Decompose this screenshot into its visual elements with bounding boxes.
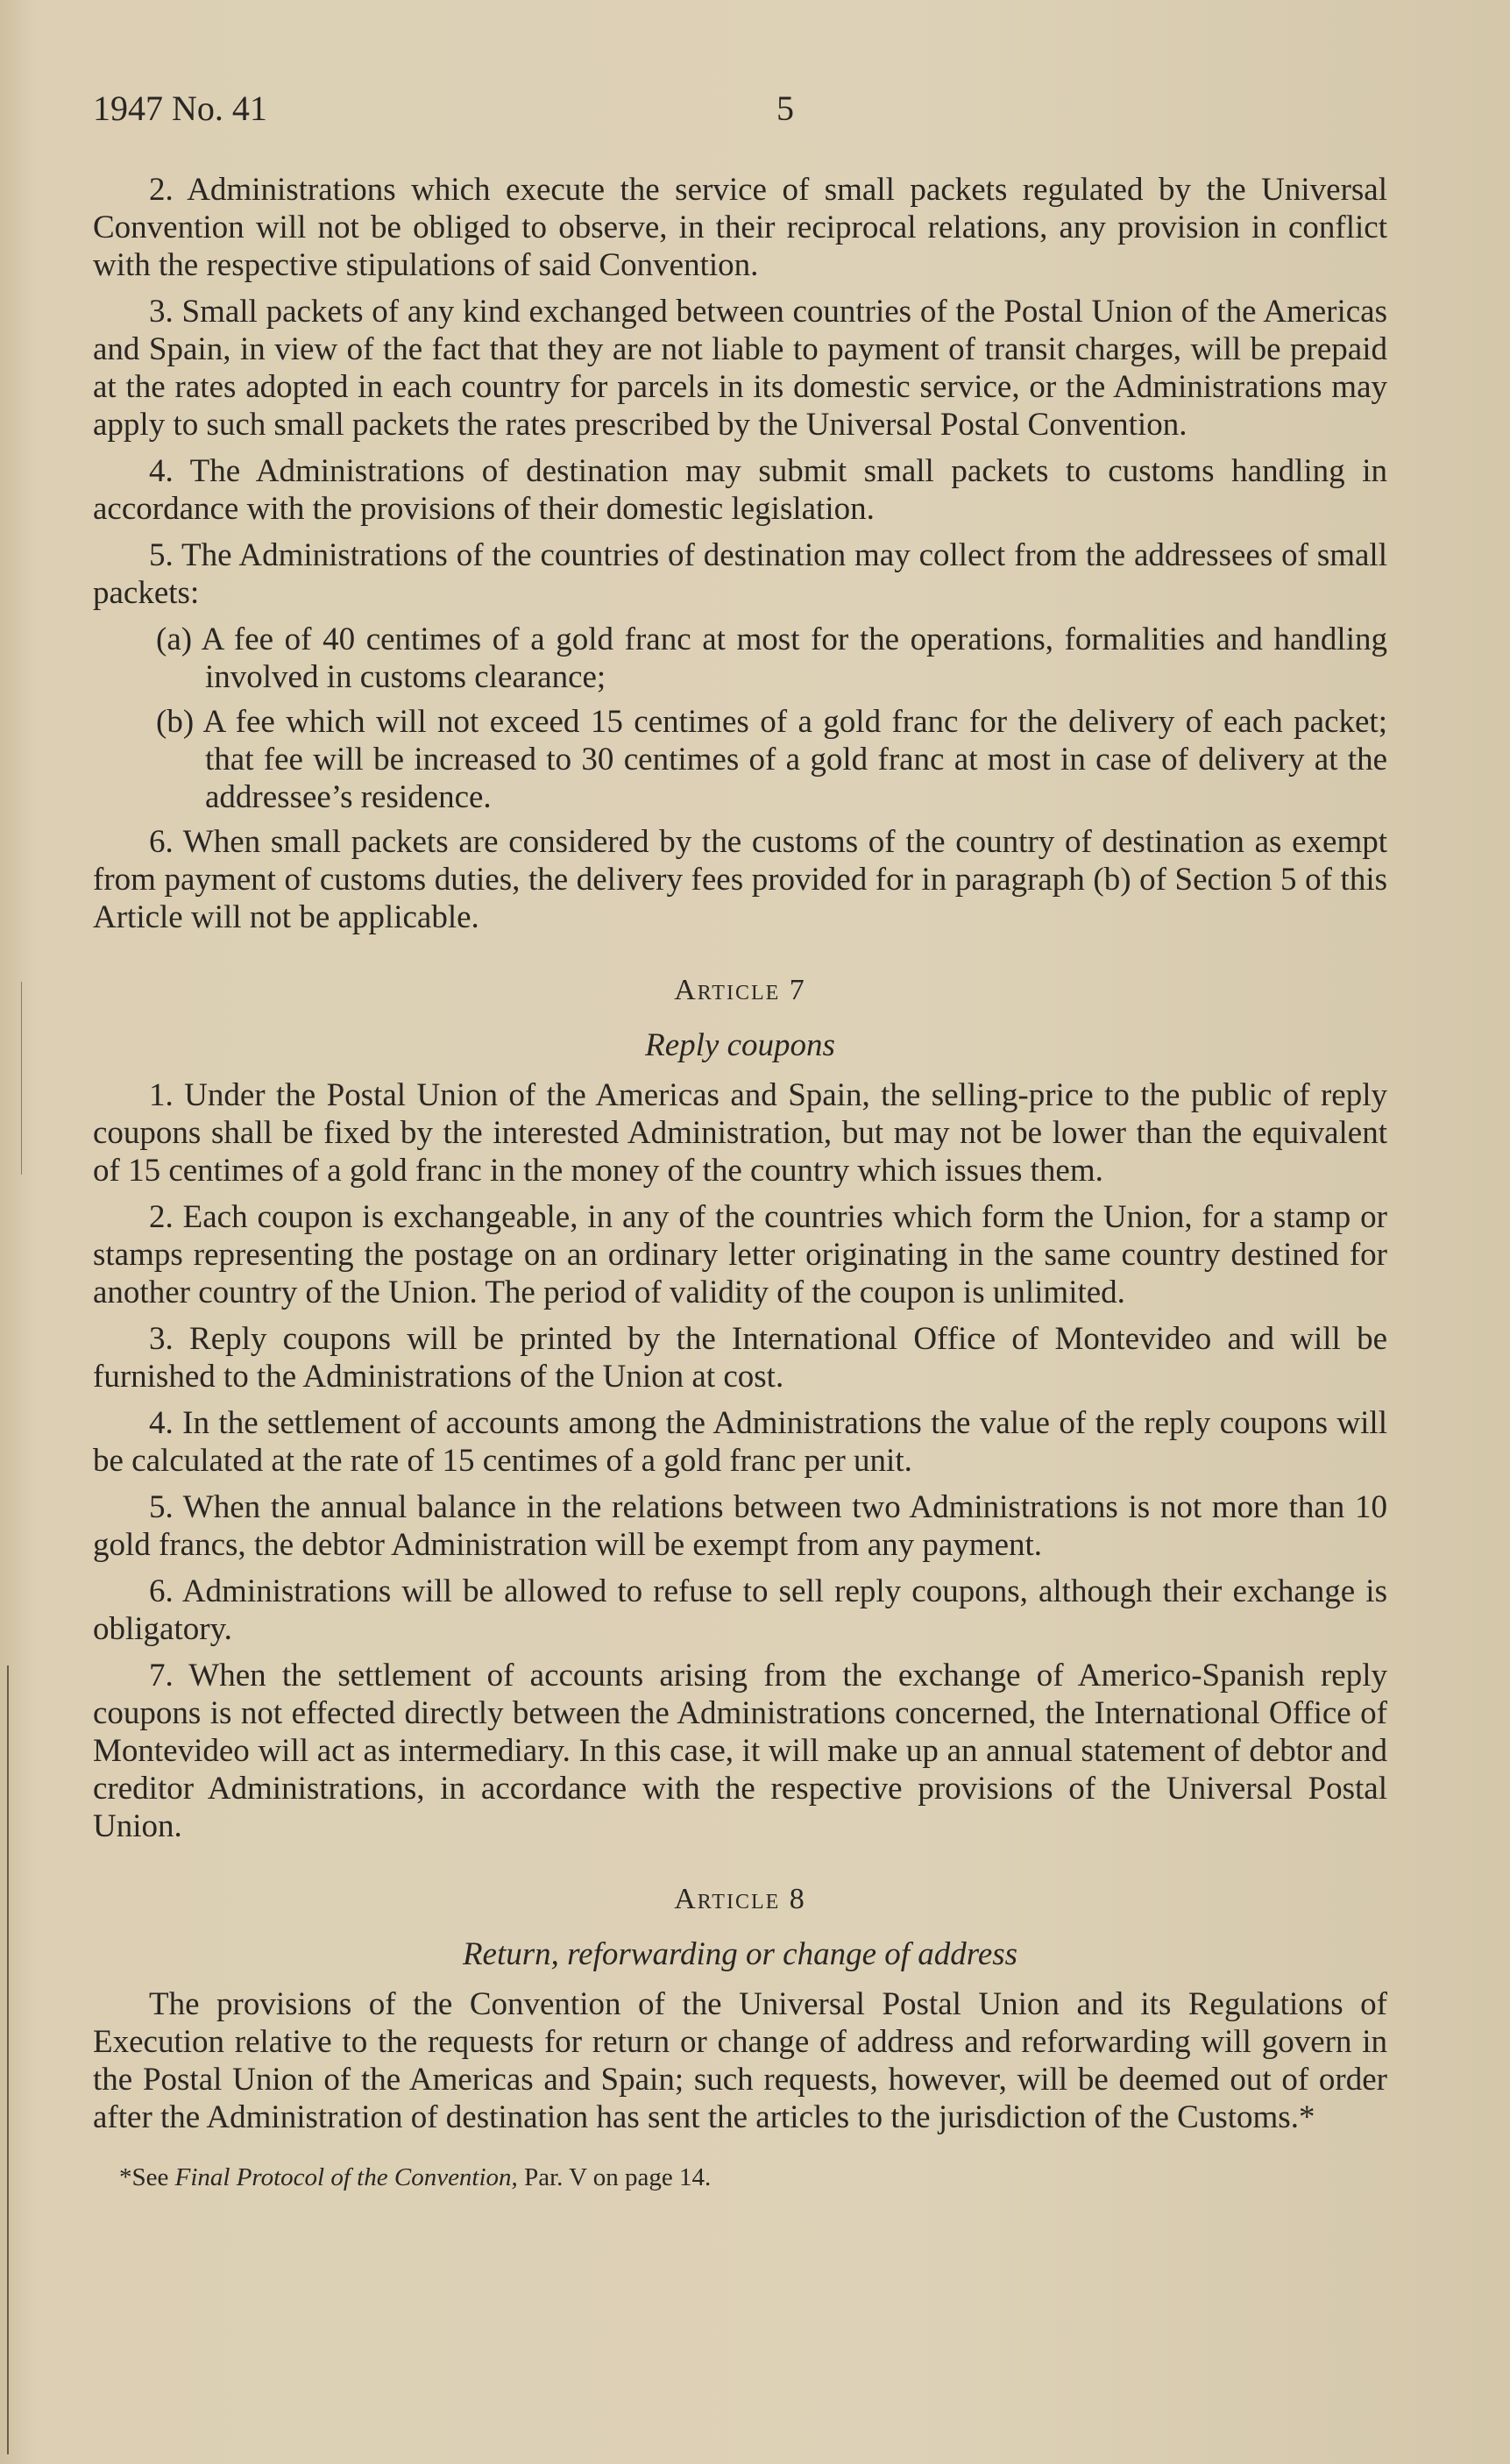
paragraph: 2. Each coupon is exchangeable, in any of the countries which form the Union, for a stamp or stamps representing the postage on an ordinary letter originating in the same country destined for another country of the Union. The period of validity of the coupon is unlimited. (93, 1199, 1387, 1310)
sub-item-a: (a) A fee of 40 centimes of a gold franc at most for the operations, formalities and handling involved in customs clearance; (156, 621, 1387, 695)
body-text (93, 171, 1387, 2197)
footnote-reference: Final Protocol of the Convention, (174, 2163, 518, 2191)
document-reference: 1947 No. 41 (93, 89, 267, 128)
paragraph: 4. The Administrations of destination may submit small packets to customs handling in accordance with the provisions of their domestic legislation. (93, 453, 1387, 527)
sub-item-b: (b) A fee which will not exceed 15 centimes of a gold franc for the delivery of each packet; that fee will be increased to 30 centimes of a gold franc at most in case of delivery at the addressee’s residence. (156, 704, 1387, 815)
footnote-prefix: *See (119, 2163, 175, 2191)
paragraph: 1. Under the Postal Union of the Americas and Spain, the selling-price to the public of reply coupons shall be fixed by the interested Administration, but may not be lower than the equivalent of 15 centimes of a gold franc in the money of the country which issues them. (93, 1077, 1387, 1189)
article-8-heading: Article 8 (674, 1883, 806, 1915)
article-7-heading: Article 7 (674, 974, 806, 1006)
footnote-suffix: Par. V on page 14. (517, 2163, 712, 2191)
binding-edge-mark (21, 982, 22, 1175)
paragraph: 7. When the settlement of accounts arising from the exchange of Americo-Spanish reply coupons is not effected directly between the Administrations concerned, the International Office of Montevideo will act as intermediary. In this case, it will make up an annual statement of debtor and creditor Administrations, in accordance with the respective provisions of the Universal Postal Union. (93, 1658, 1387, 1844)
footnote (93, 2159, 1387, 2197)
paragraph: 5. When the annual balance in the relations between two Administrations is not more than 10 gold francs, the debtor Administration will be exempt from any payment. (93, 1489, 1387, 1563)
paragraph: 6. Administrations will be allowed to refuse to sell reply coupons, although their exchange is obligatory. (93, 1573, 1387, 1647)
page-number: 5 (776, 89, 794, 128)
page-header (93, 88, 794, 129)
paragraph: 6. When small packets are considered by the customs of the country of destination as exempt from payment of customs duties, the delivery fees provided for in paragraph (b) of Section 5 of this Article will not be applicable. (93, 824, 1387, 935)
paragraph: The provisions of the Convention of the Universal Postal Union and its Regulations of Execution relative to the requests for return or change of address and reforwarding will govern in the Postal Union of the Americas and Spain; such requests, however, will be deemed out of order after the Administration of destination has sent the articles to the jurisdiction of the Customs.* (93, 1986, 1387, 2135)
paragraph: 5. The Administrations of the countries of destination may collect from the addressees of small packets: (93, 537, 1387, 611)
article-8-title: Return, reforwarding or change of address (462, 1936, 1018, 1972)
paragraph: 3. Reply coupons will be printed by the International Office of Montevideo and will be furnished to the Administrations of the Union at cost. (93, 1321, 1387, 1395)
paragraph: 3. Small packets of any kind exchanged between countries of the Postal Union of the Americas and Spain, in view of the fact that they are not liable to payment of transit charges, will be prepaid at the rates adopted in each country for parcels in its domestic service, or the Administrations may apply to such small packets the rates prescribed by the Universal Postal Convention. (93, 294, 1387, 443)
paragraph: 4. In the settlement of accounts among the Administrations the value of the reply coupons will be calculated at the rate of 15 centimes of a gold franc per unit. (93, 1405, 1387, 1479)
article-7-title: Reply coupons (645, 1027, 835, 1063)
paragraph: 2. Administrations which execute the service of small packets regulated by the Universal Convention will not be obliged to observe, in their reciprocal relations, any provision in conflict with the respective stipulations of said Convention. (93, 172, 1387, 283)
binding-edge (7, 1665, 9, 2454)
